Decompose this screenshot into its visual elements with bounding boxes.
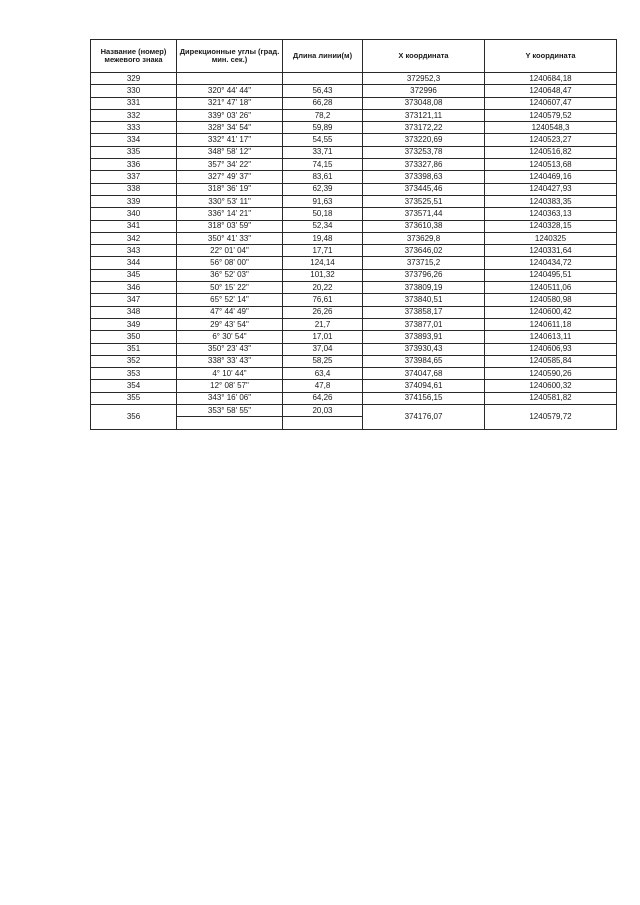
- y-coordinate-cell: 1240600,32: [485, 380, 617, 392]
- y-coordinate-cell: 1240579,52: [485, 109, 617, 121]
- direction-angle-cell: 56° 08' 00": [177, 257, 283, 269]
- header-direction-angle: Дирекционные углы (град. мин. сек.): [177, 40, 283, 73]
- point-name-cell: 346: [91, 282, 177, 294]
- line-length-cell: 64,26: [283, 392, 363, 404]
- x-coordinate-cell: 373445,46: [363, 183, 485, 195]
- y-coordinate-cell: 1240469,16: [485, 171, 617, 183]
- header-x-coordinate: X координата: [363, 40, 485, 73]
- point-name-cell: 342: [91, 232, 177, 244]
- x-coordinate-cell: 373930,43: [363, 343, 485, 355]
- line-length-cell: 63,4: [283, 368, 363, 380]
- line-length-cell: 78,2: [283, 109, 363, 121]
- x-coordinate-cell: 373646,02: [363, 245, 485, 257]
- line-length-cell: 26,26: [283, 306, 363, 318]
- header-line-length: Длина линии(м): [283, 40, 363, 73]
- line-length-cell: 19,48: [283, 232, 363, 244]
- point-name-cell: 332: [91, 109, 177, 121]
- x-coordinate-cell: 372952,3: [363, 73, 485, 85]
- x-coordinate-cell: 373398,63: [363, 171, 485, 183]
- x-coordinate-cell: 374047,68: [363, 368, 485, 380]
- direction-angle-cell: 350° 41' 33": [177, 232, 283, 244]
- line-length-cell: 17,01: [283, 331, 363, 343]
- line-length-cell: 76,61: [283, 294, 363, 306]
- line-length-cell: 17,71: [283, 245, 363, 257]
- line-length-cell: [283, 417, 363, 429]
- y-coordinate-cell: 1240434,72: [485, 257, 617, 269]
- point-name-cell: 341: [91, 220, 177, 232]
- x-coordinate-cell: 373121,11: [363, 109, 485, 121]
- x-coordinate-cell: 373172,22: [363, 122, 485, 134]
- line-length-cell: 59,89: [283, 122, 363, 134]
- y-coordinate-cell: 1240648,47: [485, 85, 617, 97]
- y-coordinate-cell: 1240513,68: [485, 159, 617, 171]
- point-name-cell: 343: [91, 245, 177, 257]
- line-length-cell: 83,61: [283, 171, 363, 183]
- y-coordinate-cell: 1240363,13: [485, 208, 617, 220]
- x-coordinate-cell: 373610,38: [363, 220, 485, 232]
- x-coordinate-cell: 373984,65: [363, 355, 485, 367]
- x-coordinate-cell: 373840,51: [363, 294, 485, 306]
- direction-angle-cell: 318° 36' 19": [177, 183, 283, 195]
- direction-angle-cell: 36° 52' 03": [177, 269, 283, 281]
- y-coordinate-cell: 1240579,72: [485, 405, 617, 430]
- line-length-cell: 56,43: [283, 85, 363, 97]
- x-coordinate-cell: 374156,15: [363, 392, 485, 404]
- point-name-cell: 349: [91, 318, 177, 330]
- point-name-cell: 348: [91, 306, 177, 318]
- header-row: [91, 40, 617, 73]
- direction-angle-cell: 332° 41' 17": [177, 134, 283, 146]
- direction-angle-cell: 339° 03' 26": [177, 109, 283, 121]
- x-coordinate-cell: 373525,51: [363, 195, 485, 207]
- line-length-cell: [283, 73, 363, 85]
- point-name-cell: 339: [91, 195, 177, 207]
- direction-angle-cell: 12° 08' 57": [177, 380, 283, 392]
- direction-angle-cell: 348° 58' 12": [177, 146, 283, 158]
- y-coordinate-cell: 1240607,47: [485, 97, 617, 109]
- header-point-name: Название (номер) межевого знака: [91, 40, 177, 73]
- y-coordinate-cell: 1240331,64: [485, 245, 617, 257]
- direction-angle-cell: 350° 23' 43": [177, 343, 283, 355]
- y-coordinate-cell: 1240580,98: [485, 294, 617, 306]
- line-length-cell: 101,32: [283, 269, 363, 281]
- point-name-cell: 330: [91, 85, 177, 97]
- y-coordinate-cell: 1240585,84: [485, 355, 617, 367]
- direction-angle-cell: 343° 16' 06": [177, 392, 283, 404]
- y-coordinate-cell: 1240427,93: [485, 183, 617, 195]
- y-coordinate-cell: 1240328,15: [485, 220, 617, 232]
- point-name-cell: 336: [91, 159, 177, 171]
- x-coordinate-cell: 373220,69: [363, 134, 485, 146]
- x-coordinate-cell: 374176,07: [363, 405, 485, 430]
- line-length-cell: 54,55: [283, 134, 363, 146]
- direction-angle-cell: 29° 43' 54": [177, 318, 283, 330]
- direction-angle-cell: 318° 03' 59": [177, 220, 283, 232]
- point-name-cell: 329: [91, 73, 177, 85]
- line-length-cell: 124,14: [283, 257, 363, 269]
- direction-angle-cell: 357° 34' 22": [177, 159, 283, 171]
- line-length-cell: 20,22: [283, 282, 363, 294]
- direction-angle-cell: 47° 44' 49": [177, 306, 283, 318]
- point-name-cell: 337: [91, 171, 177, 183]
- point-name-cell: 345: [91, 269, 177, 281]
- x-coordinate-cell: 373571,44: [363, 208, 485, 220]
- y-coordinate-cell: 1240600,42: [485, 306, 617, 318]
- y-coordinate-cell: 1240606,93: [485, 343, 617, 355]
- point-name-cell: 353: [91, 368, 177, 380]
- x-coordinate-cell: 373048,08: [363, 97, 485, 109]
- y-coordinate-cell: 1240511,06: [485, 282, 617, 294]
- y-coordinate-cell: 1240495,51: [485, 269, 617, 281]
- x-coordinate-cell: 373327,86: [363, 159, 485, 171]
- line-length-cell: 21,7: [283, 318, 363, 330]
- direction-angle-cell: 6° 30' 54": [177, 331, 283, 343]
- x-coordinate-cell: 372996: [363, 85, 485, 97]
- y-coordinate-cell: 1240516,82: [485, 146, 617, 158]
- y-coordinate-cell: 1240590,26: [485, 368, 617, 380]
- x-coordinate-cell: 373715,2: [363, 257, 485, 269]
- y-coordinate-cell: 1240523,27: [485, 134, 617, 146]
- point-name-cell: 344: [91, 257, 177, 269]
- direction-angle-cell: 50° 15' 22": [177, 282, 283, 294]
- line-length-cell: 91,63: [283, 195, 363, 207]
- y-coordinate-cell: 1240613,11: [485, 331, 617, 343]
- table-row: [91, 73, 617, 85]
- line-length-cell: 62,39: [283, 183, 363, 195]
- point-name-cell: 352: [91, 355, 177, 367]
- point-name-cell: 335: [91, 146, 177, 158]
- line-length-cell: 52,34: [283, 220, 363, 232]
- x-coordinate-cell: 373893,91: [363, 331, 485, 343]
- x-coordinate-cell: 374094,61: [363, 380, 485, 392]
- direction-angle-cell: 328° 34' 54": [177, 122, 283, 134]
- line-length-cell: 20,03: [283, 405, 363, 417]
- point-name-cell: 354: [91, 380, 177, 392]
- y-coordinate-cell: 1240548,3: [485, 122, 617, 134]
- y-coordinate-cell: 1240611,18: [485, 318, 617, 330]
- table-header: [91, 40, 617, 73]
- x-coordinate-cell: 373858,17: [363, 306, 485, 318]
- y-coordinate-cell: 1240581,82: [485, 392, 617, 404]
- direction-angle-cell: [177, 73, 283, 85]
- direction-angle-cell: 330° 53' 11": [177, 195, 283, 207]
- direction-angle-cell: 353° 58' 55": [177, 405, 283, 417]
- y-coordinate-cell: 1240325: [485, 232, 617, 244]
- direction-angle-cell: 321° 47' 18": [177, 97, 283, 109]
- y-coordinate-cell: 1240383,35: [485, 195, 617, 207]
- direction-angle-cell: [177, 417, 283, 429]
- x-coordinate-cell: 373629,8: [363, 232, 485, 244]
- point-name-cell: 340: [91, 208, 177, 220]
- point-name-cell: 338: [91, 183, 177, 195]
- direction-angle-cell: 336° 14' 21": [177, 208, 283, 220]
- x-coordinate-cell: 373809,19: [363, 282, 485, 294]
- line-length-cell: 33,71: [283, 146, 363, 158]
- line-length-cell: 50,18: [283, 208, 363, 220]
- direction-angle-cell: 22° 01' 04": [177, 245, 283, 257]
- line-length-cell: 66,28: [283, 97, 363, 109]
- direction-angle-cell: 327° 49' 37": [177, 171, 283, 183]
- coordinates-table: [90, 39, 617, 430]
- point-name-cell: 356: [91, 405, 177, 430]
- direction-angle-cell: 320° 44' 44": [177, 85, 283, 97]
- y-coordinate-cell: 1240684,18: [485, 73, 617, 85]
- line-length-cell: 47,8: [283, 380, 363, 392]
- point-name-cell: 333: [91, 122, 177, 134]
- point-name-cell: 351: [91, 343, 177, 355]
- x-coordinate-cell: 373253,78: [363, 146, 485, 158]
- header-y-coordinate: Y координата: [485, 40, 617, 73]
- direction-angle-cell: 338° 33' 43": [177, 355, 283, 367]
- point-name-cell: 334: [91, 134, 177, 146]
- point-name-cell: 331: [91, 97, 177, 109]
- point-name-cell: 347: [91, 294, 177, 306]
- table-body: [91, 73, 617, 430]
- line-length-cell: 58,25: [283, 355, 363, 367]
- point-name-cell: 350: [91, 331, 177, 343]
- line-length-cell: 37,04: [283, 343, 363, 355]
- point-name-cell: 355: [91, 392, 177, 404]
- direction-angle-cell: 4° 10' 44": [177, 368, 283, 380]
- x-coordinate-cell: 373796,26: [363, 269, 485, 281]
- x-coordinate-cell: 373877,01: [363, 318, 485, 330]
- line-length-cell: 74,15: [283, 159, 363, 171]
- direction-angle-cell: 65° 52' 14": [177, 294, 283, 306]
